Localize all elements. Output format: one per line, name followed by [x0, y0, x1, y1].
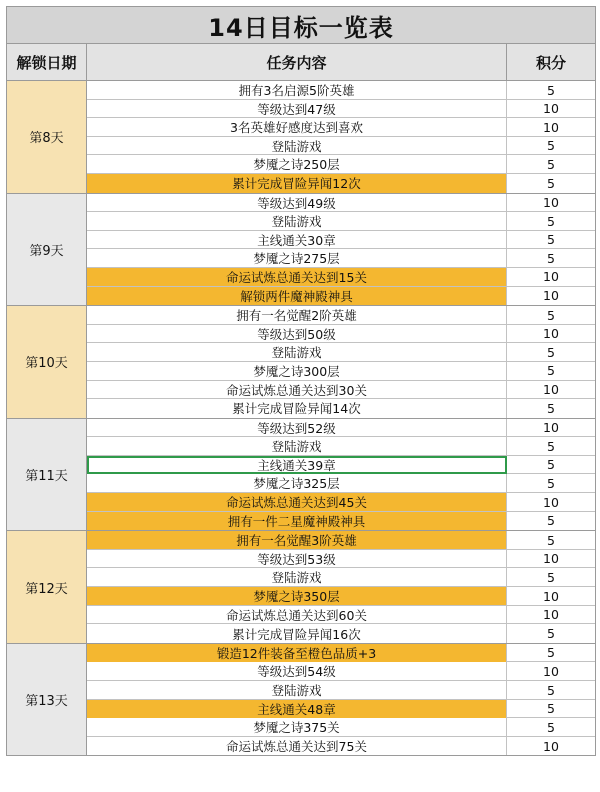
points-cell[interactable]: 5 [547, 363, 555, 379]
table-row [87, 737, 595, 756]
task-cell[interactable]: 命运试炼总通关达到30关 [87, 381, 507, 399]
table-row [87, 381, 595, 400]
table-row [87, 399, 595, 418]
points-cell[interactable]: 10 [543, 607, 559, 623]
points-cell[interactable]: 5 [547, 307, 555, 323]
points-cell[interactable]: 5 [547, 457, 555, 473]
table-row [87, 194, 595, 213]
table-row [87, 287, 595, 306]
day-group [7, 419, 595, 532]
table-row [87, 437, 595, 456]
table-row [87, 268, 595, 287]
points-cell[interactable]: 10 [543, 420, 559, 436]
day-group [7, 194, 595, 307]
points-cell[interactable]: 5 [547, 682, 555, 698]
task-cell[interactable]: 主线通关30章 [87, 231, 507, 249]
table-row [87, 700, 595, 719]
points-cell[interactable]: 5 [547, 475, 555, 491]
table-row [87, 531, 595, 550]
task-cell[interactable]: 梦魇之诗325层 [87, 474, 507, 492]
points-cell[interactable]: 10 [543, 663, 559, 679]
task-cell[interactable]: 等级达到49级 [87, 194, 507, 212]
points-cell[interactable]: 5 [547, 250, 555, 266]
table-row [87, 493, 595, 512]
task-cell[interactable]: 拥有一名觉醒3阶英雄 [87, 531, 507, 549]
task-rows [87, 644, 595, 756]
header-day: 解锁日期 [7, 44, 87, 80]
table-row [87, 155, 595, 174]
points-cell[interactable]: 5 [547, 438, 555, 454]
header-task: 任务内容 [87, 44, 507, 80]
table-row [87, 100, 595, 119]
table-row [87, 456, 595, 475]
task-cell[interactable]: 等级达到50级 [87, 325, 507, 343]
day-cell[interactable]: 第8天 [7, 81, 87, 193]
task-cell[interactable]: 登陆游戏 [87, 343, 507, 361]
header-row [7, 44, 595, 81]
day-cell[interactable]: 第13天 [7, 644, 87, 756]
points-cell[interactable]: 5 [547, 156, 555, 172]
task-cell[interactable]: 命运试炼总通关达到15关 [87, 268, 507, 286]
task-cell[interactable]: 梦魇之诗375关 [87, 718, 507, 736]
table-row [87, 81, 595, 100]
table-row [87, 118, 595, 137]
day-group [7, 81, 595, 194]
points-cell[interactable]: 5 [547, 82, 555, 98]
table-row [87, 306, 595, 325]
points-cell[interactable]: 10 [543, 101, 559, 117]
task-cell[interactable]: 命运试炼总通关达到45关 [87, 493, 507, 511]
task-cell[interactable]: 登陆游戏 [87, 137, 507, 155]
task-cell[interactable]: 累计完成冒险异闻14次 [87, 399, 507, 418]
table-row [87, 644, 595, 663]
points-cell[interactable]: 5 [547, 532, 555, 548]
day-cell[interactable]: 第11天 [7, 419, 87, 531]
sheet-title: 14日目标一览表 [7, 6, 595, 44]
table-row [87, 231, 595, 250]
table-body [7, 81, 595, 756]
task-cell-selected[interactable]: 主线通关39章 [87, 456, 507, 474]
table-row [87, 325, 595, 344]
task-cell[interactable]: 累计完成冒险异闻12次 [87, 174, 507, 193]
points-cell[interactable]: 10 [543, 288, 559, 304]
task-cell[interactable]: 梦魇之诗300层 [87, 362, 507, 380]
table-row [87, 550, 595, 569]
points-cell[interactable]: 10 [543, 326, 559, 342]
table-row [87, 681, 595, 700]
points-cell[interactable]: 10 [543, 588, 559, 604]
task-cell[interactable]: 3名英雄好感度达到喜欢 [87, 118, 507, 136]
task-cell[interactable]: 登陆游戏 [87, 212, 507, 230]
points-cell[interactable]: 10 [543, 738, 559, 754]
points-cell[interactable]: 10 [543, 269, 559, 285]
table-row [87, 137, 595, 156]
table-row [87, 419, 595, 438]
points-cell[interactable]: 5 [547, 232, 555, 248]
task-rows [87, 419, 595, 531]
table-row [87, 212, 595, 231]
task-cell[interactable]: 登陆游戏 [87, 437, 507, 455]
task-cell[interactable]: 锻造12件装备至橙色品质+3 [87, 644, 507, 662]
table-row [87, 174, 595, 193]
points-cell[interactable]: 5 [547, 175, 555, 191]
points-cell[interactable]: 5 [547, 344, 555, 360]
header-points: 积分 [535, 53, 566, 72]
table-row [87, 362, 595, 381]
task-cell[interactable]: 等级达到52级 [87, 419, 507, 437]
table-row [87, 718, 595, 737]
task-cell[interactable]: 主线通关48章 [87, 700, 507, 718]
task-rows [87, 306, 595, 418]
task-cell[interactable]: 梦魇之诗250层 [87, 155, 507, 173]
table-row [87, 512, 595, 531]
day-cell[interactable]: 第9天 [7, 194, 87, 306]
task-cell[interactable]: 登陆游戏 [87, 568, 507, 586]
points-cell[interactable]: 5 [547, 400, 555, 416]
task-rows [87, 194, 595, 306]
table-row [87, 662, 595, 681]
task-cell[interactable]: 等级达到53级 [87, 550, 507, 568]
points-cell[interactable]: 10 [543, 119, 559, 135]
points-cell[interactable]: 5 [547, 701, 555, 717]
task-rows [87, 81, 595, 193]
points-cell[interactable]: 10 [543, 382, 559, 397]
task-cell[interactable]: 拥有3名启源5阶英雄 [87, 81, 507, 99]
day-group [7, 644, 595, 757]
points-cell[interactable]: 5 [547, 213, 555, 229]
table-row [87, 606, 595, 625]
points-cell[interactable]: 5 [547, 569, 555, 585]
points-cell[interactable]: 5 [547, 719, 555, 735]
points-cell[interactable]: 10 [543, 195, 559, 211]
points-cell[interactable]: 5 [547, 626, 555, 642]
points-cell[interactable]: 5 [547, 645, 555, 661]
task-cell[interactable]: 命运试炼总通关达到60关 [87, 606, 507, 624]
day-group [7, 306, 595, 419]
task-cell[interactable]: 等级达到54级 [87, 662, 507, 680]
day-group [7, 531, 595, 644]
points-cell[interactable]: 5 [547, 138, 555, 154]
task-cell[interactable]: 梦魇之诗275层 [87, 249, 507, 267]
task-cell[interactable]: 梦魇之诗350层 [87, 587, 507, 605]
table-row [87, 474, 595, 493]
table-row [87, 568, 595, 587]
points-cell[interactable]: 5 [547, 513, 555, 529]
table-row [87, 249, 595, 268]
task-cell[interactable]: 登陆游戏 [87, 681, 507, 699]
table-row [87, 587, 595, 606]
task-cell[interactable]: 等级达到47级 [87, 100, 507, 118]
task-cell[interactable]: 命运试炼总通关达到75关 [87, 737, 507, 756]
table-row [87, 624, 595, 643]
task-cell[interactable]: 解锁两件魔神殿神具 [87, 287, 507, 306]
points-cell[interactable]: 10 [543, 494, 559, 510]
task-cell[interactable]: 拥有一件二星魔神殿神具 [87, 512, 507, 531]
objectives-sheet [6, 6, 596, 756]
task-cell[interactable]: 拥有一名觉醒2阶英雄 [87, 306, 507, 324]
table-row [87, 343, 595, 362]
points-cell[interactable]: 10 [543, 551, 559, 567]
task-cell[interactable]: 累计完成冒险异闻16次 [87, 624, 507, 643]
day-cell[interactable]: 第12天 [7, 531, 87, 643]
day-cell[interactable]: 第10天 [7, 306, 87, 418]
task-rows [87, 531, 595, 643]
